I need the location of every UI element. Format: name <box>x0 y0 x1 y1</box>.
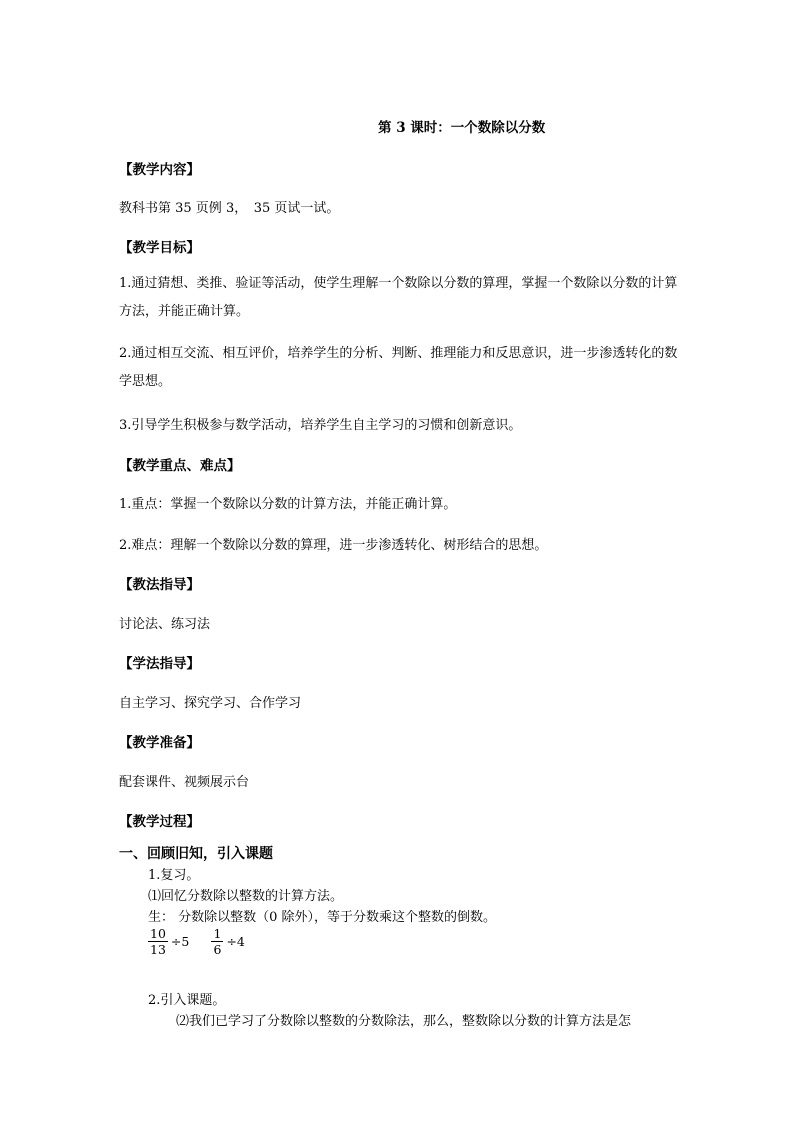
fraction-1-denominator: 13 <box>150 942 166 957</box>
learning-method-text: 自主学习、探究学习、合作学习 <box>119 696 302 711</box>
process-part1-title: 一、回顾旧知，引入课题 <box>119 846 273 862</box>
fraction-1-numerator: 10 <box>150 926 166 941</box>
heading-learning-method: 【学法指导】 <box>119 656 200 672</box>
preparation-text: 配套课件、视频展示台 <box>119 775 250 790</box>
student-answer: 生： 分数除以整数（0 除外），等于分数乘这个整数的倒数。 <box>148 910 497 925</box>
heading-process: 【教学过程】 <box>119 814 200 830</box>
expression-1 <box>148 926 189 957</box>
expression-2 <box>211 926 244 957</box>
expression-1-operator: ÷5 <box>170 934 190 949</box>
heading-teaching-method: 【教法指导】 <box>119 577 200 593</box>
review-label: 1.复习。 <box>148 868 200 883</box>
fraction-1 <box>148 926 168 957</box>
heading-goals: 【教学目标】 <box>119 240 200 256</box>
goal-item-2: 2.通过相互交流、相互评价，培养学生的分析、判断、推理能力和反思意识，进一步渗透转化的数学思想。 <box>119 346 678 389</box>
goal-item-3: 3.引导学生积极参与数学活动，培养学生自主学习的习惯和创新意识。 <box>119 418 522 433</box>
fraction-2 <box>211 926 223 957</box>
content-text: 教科书第 35 页例 3， 35 页试一试。 <box>119 201 340 216</box>
intro-text: ⑵我们已学习了分数除以整数的分数除法，那么，整数除以分数的计算方法是怎 <box>176 1014 632 1029</box>
expression-2-operator: ÷4 <box>226 934 245 949</box>
heading-preparation: 【教学准备】 <box>119 735 200 751</box>
heading-key-points: 【教学重点、难点】 <box>119 458 241 474</box>
goal-item-1: 1.通过猜想、类推、验证等活动，使学生理解一个数除以分数的算理，掌握一个数除以分数的计算方法，并能正确计算。 <box>119 276 678 319</box>
fraction-2-denominator: 6 <box>213 942 222 957</box>
review-expressions <box>148 926 263 957</box>
review-question: ⑴回忆分数除以整数的计算方法。 <box>148 889 344 904</box>
key-point-1: 1.重点：掌握一个数除以分数的计算方法，并能正确计算。 <box>119 497 457 512</box>
teaching-method-text: 讨论法、练习法 <box>119 617 211 632</box>
page-title: 第 3 课时：一个数除以分数 <box>378 120 546 136</box>
heading-content: 【教学内容】 <box>119 162 200 178</box>
key-point-2: 2.难点：理解一个数除以分数的算理，进一步渗透转化、树形结合的思想。 <box>119 538 548 553</box>
intro-label: 2.引入课题。 <box>148 993 226 1008</box>
fraction-2-numerator: 1 <box>213 926 222 941</box>
